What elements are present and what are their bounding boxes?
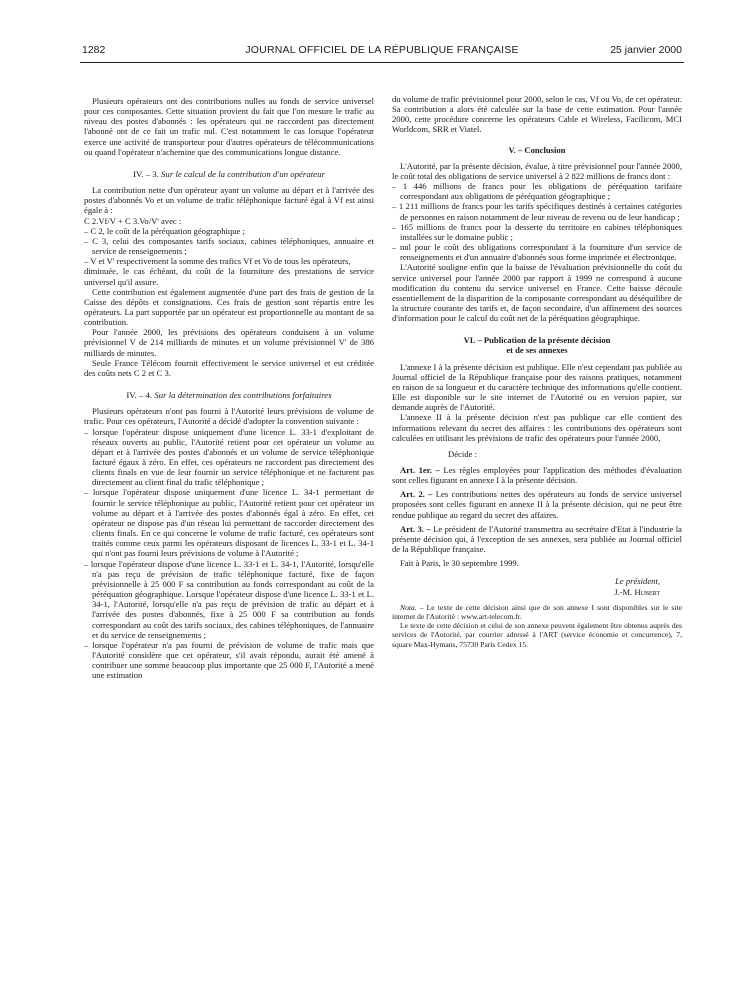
- note-text: Le texte de cette décision ainsi que de son annexe I sont disponibles sur le site internet de l'Autorité : www.art-telecom.fr.: [392, 602, 682, 621]
- right-column: [392, 94, 682, 649]
- page-header: [82, 44, 682, 60]
- paragraph: La contribution nette d'un opérateur ayant un volume au départ et à l'arrivée des postes d'abonnés Vo et un volume de trafic téléphonique facturé égal à Vf est ainsi égale à :: [84, 185, 374, 216]
- paragraph: L'Autorité souligne enfin que la baisse de l'évaluation prévisionnelle du coût du service universel pour l'année 2000 par rapport à 1999 ne correspond à aucune modification du contenu du service universel en France. Cette baisse découle essentiellement de la disparition de la composante correspondant au déséquilibre de la structure courante des tarifs et, de façon secondaire, d'un affinement des sources d'information pour le calcul du coût net de la péréquation géographique.: [392, 262, 682, 324]
- paragraph: Cette contribution est également augmentée d'une part des frais de gestion de la Caisse des dépôts et consignations. Ces frais de gestion sont répartis entre les opérateurs. La part supportée par un opérateur est proportionnelle au montant de sa contribution.: [84, 286, 374, 328]
- article-2: [392, 489, 682, 519]
- list-item: – 1 446 millions de francs pour les obligations de péréquation tarifaire correspondant aux obligations de péréquation géographique ;: [392, 181, 682, 202]
- article-label: Art. 1er. –: [400, 465, 440, 475]
- list-item: – lorsque l'opérateur dispose uniquement d'une licence L. 33-1 d'exploitant de réseaux ouverts au public, l'Autorité retient pour cet opérateur un volume au départ et à l'arrivée des postes d'abonnés et un volume de service téléphonique facturé égaux à zéro. En effet, ces opérateurs ne raccordent pas directement des clients finals en vue de leur fournir un service téléphonique et ne facturent pas directement au client final du trafic téléphonique ;: [84, 426, 374, 488]
- note-1: [392, 603, 682, 621]
- paragraph: Seule France Télécom fournit effectivement le service universel et est créditée des coûts nets C 2 et C 3.: [84, 357, 374, 378]
- article-1: [392, 465, 682, 485]
- formula: C 2.Vf/V + C 3.Vo/V' avec :: [84, 215, 182, 226]
- issue-date: 25 janvier 2000: [610, 44, 682, 56]
- paragraph: L'Autorité, par la présente décision, évalue, à titre prévisionnel pour l'année 2000, le coût total des obligations de service universel à 2 822 millions de francs dont :: [392, 160, 682, 181]
- section-number: IV. – 4.: [126, 390, 153, 401]
- left-column: [84, 96, 374, 680]
- section-title: Sur le calcul de la contribution d'un opérateur: [161, 168, 325, 179]
- section-heading-vi-line2: et de ses annexes: [506, 345, 568, 356]
- section-heading-iv3: [84, 169, 374, 179]
- signature-title: Le président,: [615, 576, 660, 587]
- list-item: – lorsque l'opérateur dispose d'une licence L. 33-1 et L. 34-1, l'Autorité, lorsqu'elle n'a pas reçu de prévision de trafic téléphonique facturé, fixe de façon prévisionnelle à 25 000 F sa contribution au fonds correspondant au coût de la péréquation géographique. Lorsque l'opérateur dispose d'une licence L. 33-1 et L. 34-1, l'Autorité, lorsqu'elle n'a pas reçu de prévision de trafic au départ et à l'arrivée des postes d'abonnés, fixe à 25 000 F sa contribution au fonds correspondant au coût des tarifs sociaux, des cabines téléphoniques, de l'annuaire et du service de renseignements ;: [84, 558, 374, 640]
- paragraph: Plusieurs opérateurs ont des contributions nulles au fonds de service universel pour ces composantes. Cette situation provient du fait que l'on mesure le trafic au niveau des postes d'abonnés : les opérateurs qui ne raccordent pas directement l'abonné ont de ce fait un trafic nul. C'est notamment le cas lorsque l'opérateur exerce une activité de transporteur pour d'autres opérateurs de télécommunications ou quand l'opérateur n'achemine que des communications longue distance.: [84, 96, 374, 157]
- list-item: – V et V' respectivement la somme des trafics Vf et Vo de tous les opérateurs,: [84, 256, 351, 267]
- journal-title: JOURNAL OFFICIEL DE LA RÉPUBLIQUE FRANÇAISE: [245, 44, 519, 56]
- signature-name: J.-M. Hubert: [614, 586, 660, 597]
- section-heading-vi-line1: VI. – Publication de la présente décision: [463, 335, 611, 346]
- list-item: – lorsque l'opérateur n'a pas fourni de prévision de volume de trafic mais que l'Autorité considère que cet opérateur, s'il avait répondu, aurait été amené à contribuer une somme beaucoup plus importante que 25 000 F, l'Autorité a mené une estimation: [84, 639, 374, 681]
- list-item: – 165 millions de francs pour la desserte du territoire en cabines téléphoniques installées sur le domaine public ;: [392, 221, 682, 242]
- list-item: – C 2, le coût de la péréquation géographique ;: [84, 225, 245, 236]
- paragraph: L'annexe I à la présente décision est publique. Elle n'est cependant pas publiée au Journal officiel de la République française pour des raisons pratiques, notamment en raison de sa longueur et du caractère technique des informations qu'elle contient. Elle est disponible sur le site internet de l'Autorité ou en version papier, sur demande auprès de l'Autorité.: [392, 361, 682, 413]
- section-number: IV. – 3.: [133, 168, 159, 179]
- section-title: Sur la détermination des contributions forfaitaires: [154, 390, 332, 401]
- article-text: Les règles employées pour l'application des méthodes d'évaluation sont celles figurant en annexe I à la présente décision.: [392, 465, 682, 486]
- article-label: Art. 2. –: [400, 489, 433, 500]
- section-heading-iv4: [84, 390, 374, 400]
- paragraph: diminuée, le cas échéant, du coût de la fourniture des prestations de service universel qu'il assure.: [84, 266, 374, 287]
- article-text: Les contributions nettes des opérateurs au fonds de service universel proposées sont celles figurant en annexe II à la présente décision, qui ne peut être rendue publique au regard du secret des affaires.: [392, 489, 683, 520]
- paragraph: L'annexe II à la présente décision n'est pas publique car elle contient des informations relevant du secret des affaires : les contributions des opérateurs sont calculées en utilisant les prévisions de trafic des opérateurs pour l'année 2000,: [392, 412, 682, 443]
- section-heading-v: V. – Conclusion: [508, 144, 566, 155]
- list-item: – lorsque l'opérateur dispose uniquement d'une licence L. 34-1 permettant de fournir le service téléphonique au public, l'Autorité retient pour cet opérateur un volume au départ et à l'arrivée des postes d'abonnés égal à zéro. En effet, cet opérateur ne dispose pas d'un réseau lui permettant de raccorder directement des clients finals. En ce qui concerne le volume de trafic facturé, ces opérateurs sont traités comme ceux parmi les opérateurs disposant de licences L. 33-1 et L. 34-1 qui n'ont pas fourni leurs prévisions de volume à l'Autorité ;: [84, 487, 374, 559]
- list-item: – nul pour le coût des obligations correspondant à la fourniture d'un service de renseignements et d'un annuaire d'abonnés sous forme imprimée et électronique.: [392, 242, 682, 263]
- paragraph: Pour l'année 2000, les prévisions des opérateurs conduisent à un volume prévisionnel V de 214 milliards de minutes et un volume prévisionnel V' de 386 milliards de minutes.: [84, 327, 374, 358]
- list-item: – 1 211 millions de francs pour les tarifs spécifiques destinés à certaines catégories de personnes en raison notamment de leur niveau de revenu ou de leur handicap ;: [392, 201, 682, 222]
- place-date: Fait à Paris, le 30 septembre 1999.: [400, 558, 519, 569]
- note-label: Nota. –: [400, 602, 424, 612]
- paragraph: Plusieurs opérateurs n'ont pas fourni à l'Autorité leurs prévisions de volume de trafic. Pour ces opérateurs, l'Autorité a décidé d'adopter la convention suivante :: [84, 406, 374, 427]
- decide-line: Décide :: [448, 448, 477, 459]
- header-rule: [80, 62, 684, 63]
- note-2: Le texte de cette décision et celui de son annexe peuvent également être obtenus auprès des services de l'Autorité, par courrier adressé à l'ART (service économie et concurrence), 7, square Max-Hymans, 75730 Paris Cedex 15.: [392, 621, 682, 649]
- page-number: 1282: [82, 44, 106, 56]
- list-item: – C 3, celui des composantes tarifs sociaux, cabines téléphoniques, annuaire et service de renseignements ;: [84, 235, 374, 257]
- article-label: Art. 3. –: [400, 523, 431, 534]
- article-3: [392, 524, 682, 554]
- article-text: Le président de l'Autorité transmettra au secrétaire d'Etat à l'industrie la présente décision qui, à l'exception de ses annexes, sera publiée au Journal officiel de la République française.: [392, 523, 682, 555]
- paragraph: du volume de trafic prévisionnel pour 2000, selon le cas, Vf ou Vo, de cet opérateur. Sa contribution a alors été calculée sur la base de cette estimation. Pour l'année 2000, cette procédure concerne les opérateurs Cable et Wireless, Facilicom, MCI Worldcom, SRR et Viatel.: [392, 94, 682, 135]
